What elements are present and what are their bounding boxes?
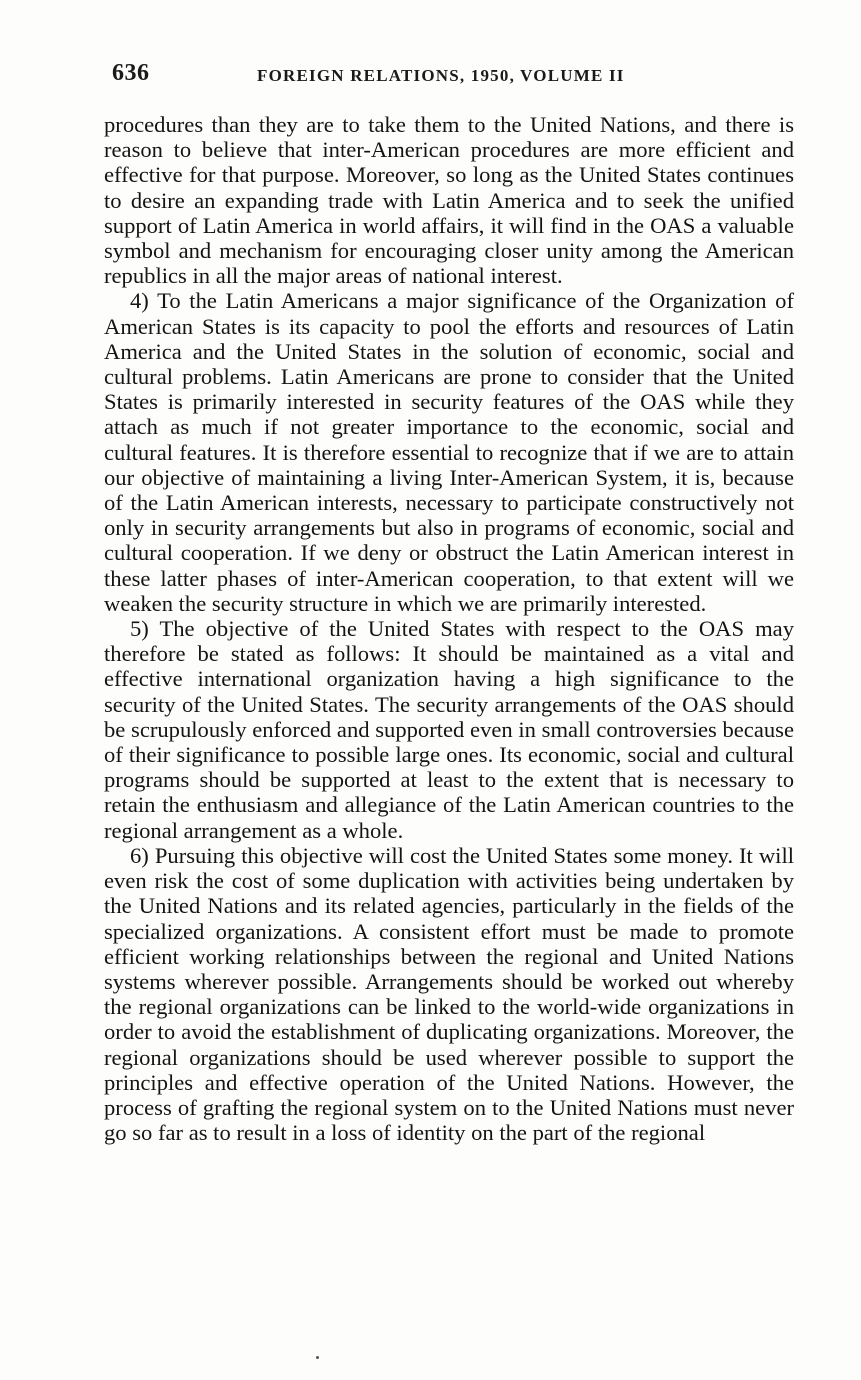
paragraph-continuation: procedures than they are to take them to the United Nations, and there is reason to believe that inter-American procedures are more efficient and effective for that purpose. Moreover, so long as the United States continues to desire an expanding trade with Latin America and to seek the unified support of Latin America in world affairs, it will find in the OAS a valuable symbol and mechanism for encouraging closer unity among the American republics in all the major areas of national interest.: [104, 112, 794, 289]
running-head-title: FOREIGN RELATIONS, 1950, VOLUME II: [257, 66, 625, 85]
running-head: [112, 60, 692, 90]
page-number: 636: [112, 60, 150, 86]
print-speck: [316, 1356, 319, 1359]
paragraph-6: 6) Pursuing this objective will cost the United States some money. It will even risk the cost of some duplication with activities being undertaken by the United Nations and its related agencies, particularly in the fields of the specialized organizations. A consistent effort must be made to promote efficient working relationships between the regional and United Nations systems wherever possible. Arrangements should be worked out whereby the regional organizations can be linked to the world-wide organizations in order to avoid the establishment of duplicating organizations. Moreover, the regional organizations should be used wherever possible to support the principles and effective operation of the United Nations. However, the process of grafting the regional system on to the United Nations must never go so far as to result in a loss of identity on the part of the regional: [104, 842, 794, 1146]
paragraph-4: 4) To the Latin Americans a major significance of the Organization of American States is its capacity to pool the efforts and resources of Latin America and the United States in the solution of economic, social and cultural problems. Latin Americans are prone to consider that the United States is primarily interested in security features of the OAS while they attach as much if not greater importance to the economic, social and cultural features. It is therefore essential to recognize that if we are to attain our objective of maintaining a living Inter-American System, it is, because of the Latin American interests, necessary to participate constructively not only in security arrangements but also in programs of economic, social and cultural cooperation. If we deny or obstruct the Latin American interest in these latter phases of inter-American cooperation, to that extent will we weaken the security structure in which we are primarily interested.: [104, 288, 794, 616]
body-text: [104, 112, 794, 1145]
paragraph-5: 5) The objective of the United States with respect to the OAS may therefore be stated as follows: It should be maintained as a vital and effective international organization having a high significance to the security of the United States. The security arrangements of the OAS should be scrupulously enforced and supported even in small controversies because of their significance to possible large ones. Its economic, social and cultural programs should be supported at least to the extent that is necessary to retain the enthusiasm and allegiance of the Latin American countries to the regional arrangement as a whole.: [104, 616, 794, 843]
